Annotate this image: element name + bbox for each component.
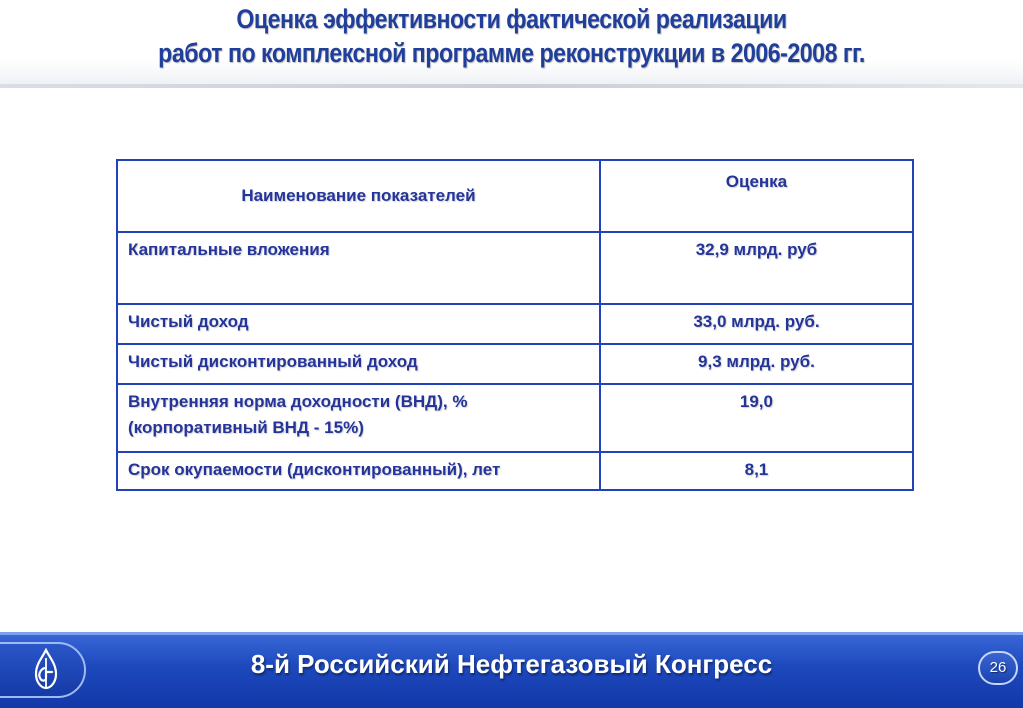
table-header-row bbox=[117, 160, 913, 232]
value-cell: 19,0 bbox=[600, 384, 913, 452]
page-number-badge: 26 bbox=[978, 651, 1018, 685]
value-cell: 8,1 bbox=[600, 452, 913, 490]
value-cell: 32,9 млрд. руб bbox=[600, 232, 913, 304]
indicators-table bbox=[116, 159, 914, 491]
header-assessment: Оценка bbox=[600, 160, 913, 232]
footer-top-line bbox=[0, 632, 1023, 635]
title-divider bbox=[0, 84, 1023, 88]
table-row bbox=[117, 232, 913, 304]
header-indicator-name: Наименование показателей bbox=[117, 160, 600, 232]
page-title bbox=[72, 2, 952, 70]
table-row bbox=[117, 344, 913, 384]
indicator-line-1: Внутренняя норма доходности (ВНД), % bbox=[128, 392, 468, 411]
table-row bbox=[117, 452, 913, 490]
indicator-line-2: (корпоративный ВНД - 15%) bbox=[128, 418, 364, 437]
page-title-line-1: Оценка эффективности фактической реализации bbox=[236, 4, 787, 34]
indicator-cell: Срок окупаемости (дисконтированный), лет bbox=[117, 452, 600, 490]
indicator-cell: Чистый дисконтированный доход bbox=[117, 344, 600, 384]
page-title-line-2: работ по комплексной программе реконструкции в 2006-2008 гг. bbox=[158, 38, 865, 68]
indicator-cell bbox=[117, 384, 600, 452]
table-row bbox=[117, 384, 913, 452]
value-cell: 9,3 млрд. руб. bbox=[600, 344, 913, 384]
value-cell: 33,0 млрд. руб. bbox=[600, 304, 913, 344]
indicator-cell: Капитальные вложения bbox=[117, 232, 600, 304]
indicator-cell: Чистый доход bbox=[117, 304, 600, 344]
footer-congress-title: 8-й Российский Нефтегазовый Конгресс bbox=[250, 649, 773, 679]
table-row bbox=[117, 304, 913, 344]
